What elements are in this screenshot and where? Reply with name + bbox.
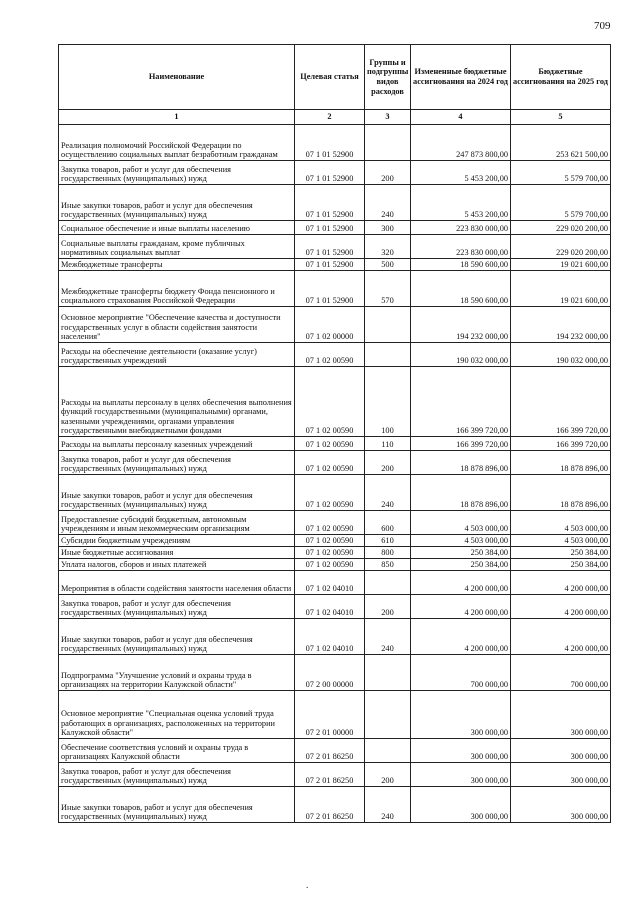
table-row bbox=[59, 271, 611, 307]
row-target-code: 07 2 00 00000 bbox=[295, 655, 365, 691]
row-name: Межбюджетные трансферты бюджету Фонда пенсионного и социального страхования Российской Федерации bbox=[59, 271, 295, 307]
table-row bbox=[59, 343, 611, 367]
table-body bbox=[59, 125, 611, 823]
row-amount-2024: 300 000,00 bbox=[411, 787, 511, 823]
row-target-code: 07 1 01 52900 bbox=[295, 125, 365, 161]
row-name: Расходы на выплаты персоналу в целях обеспечения выполнения функций государственными (муниципальными) органами, казенными учреждениями, органами управления государственными внебюджетными фондами bbox=[59, 367, 295, 437]
table-row bbox=[59, 787, 611, 823]
row-expense-group bbox=[365, 691, 411, 739]
row-expense-group: 200 bbox=[365, 763, 411, 787]
row-name: Иные закупки товаров, работ и услуг для обеспечения государственных (муниципальных) нужд bbox=[59, 787, 295, 823]
row-expense-group bbox=[365, 125, 411, 161]
budget-table bbox=[58, 44, 611, 823]
row-amount-2025: 19 021 600,00 bbox=[511, 271, 611, 307]
row-amount-2024: 166 399 720,00 bbox=[411, 437, 511, 451]
header-row bbox=[59, 45, 611, 110]
row-expense-group: 610 bbox=[365, 535, 411, 547]
table-row bbox=[59, 655, 611, 691]
row-name: Обеспечение соответствия условий и охраны труда в организациях Калужской области bbox=[59, 739, 295, 763]
row-amount-2024: 247 873 800,00 bbox=[411, 125, 511, 161]
row-name: Социальное обеспечение и иные выплаты населению bbox=[59, 221, 295, 235]
row-target-code: 07 1 02 00590 bbox=[295, 475, 365, 511]
table-row bbox=[59, 511, 611, 535]
table-row bbox=[59, 451, 611, 475]
row-amount-2025: 4 503 000,00 bbox=[511, 511, 611, 535]
header-amount-2024: Измененные бюджетные ассигнования на 2024 год bbox=[411, 45, 511, 110]
row-target-code: 07 1 02 00590 bbox=[295, 437, 365, 451]
row-name: Иные закупки товаров, работ и услуг для обеспечения государственных (муниципальных) нужд bbox=[59, 619, 295, 655]
row-name: Иные закупки товаров, работ и услуг для обеспечения государственных (муниципальных) нужд bbox=[59, 185, 295, 221]
row-amount-2025: 4 200 000,00 bbox=[511, 595, 611, 619]
row-expense-group bbox=[365, 739, 411, 763]
row-amount-2025: 300 000,00 bbox=[511, 763, 611, 787]
row-amount-2024: 300 000,00 bbox=[411, 691, 511, 739]
row-expense-group bbox=[365, 307, 411, 343]
row-name: Субсидии бюджетным учреждениям bbox=[59, 535, 295, 547]
row-name: Межбюджетные трансферты bbox=[59, 259, 295, 271]
table-row bbox=[59, 367, 611, 437]
row-name: Мероприятия в области содействия занятости населения области bbox=[59, 571, 295, 595]
stray-mark: . bbox=[306, 880, 309, 890]
row-amount-2025: 5 579 700,00 bbox=[511, 185, 611, 221]
row-expense-group: 200 bbox=[365, 595, 411, 619]
table-row bbox=[59, 571, 611, 595]
row-expense-group: 200 bbox=[365, 451, 411, 475]
row-name: Расходы на обеспечение деятельности (оказание услуг) государственных учреждений bbox=[59, 343, 295, 367]
row-name: Закупка товаров, работ и услуг для обеспечения государственных (муниципальных) нужд bbox=[59, 763, 295, 787]
row-amount-2024: 4 200 000,00 bbox=[411, 571, 511, 595]
header-group: Группы и подгруппы видов расходов bbox=[365, 45, 411, 110]
row-amount-2024: 166 399 720,00 bbox=[411, 367, 511, 437]
row-target-code: 07 1 01 52900 bbox=[295, 259, 365, 271]
row-expense-group: 300 bbox=[365, 221, 411, 235]
row-amount-2024: 250 384,00 bbox=[411, 559, 511, 571]
row-amount-2024: 300 000,00 bbox=[411, 739, 511, 763]
table-row bbox=[59, 235, 611, 259]
row-amount-2025: 300 000,00 bbox=[511, 787, 611, 823]
row-expense-group bbox=[365, 343, 411, 367]
column-number: 5 bbox=[511, 110, 611, 125]
row-amount-2024: 300 000,00 bbox=[411, 763, 511, 787]
row-amount-2025: 166 399 720,00 bbox=[511, 367, 611, 437]
row-target-code: 07 1 02 04010 bbox=[295, 595, 365, 619]
row-name: Закупка товаров, работ и услуг для обеспечения государственных (муниципальных) нужд bbox=[59, 595, 295, 619]
row-target-code: 07 2 01 86250 bbox=[295, 763, 365, 787]
row-amount-2024: 4 503 000,00 bbox=[411, 511, 511, 535]
column-number: 1 bbox=[59, 110, 295, 125]
header-amount-2025: Бюджетные ассигнования на 2025 год bbox=[511, 45, 611, 110]
row-amount-2024: 223 830 000,00 bbox=[411, 221, 511, 235]
row-target-code: 07 1 02 00590 bbox=[295, 343, 365, 367]
row-amount-2025: 18 878 896,00 bbox=[511, 451, 611, 475]
row-expense-group: 850 bbox=[365, 559, 411, 571]
column-number-row bbox=[59, 110, 611, 125]
row-target-code: 07 1 01 52900 bbox=[295, 221, 365, 235]
table-row bbox=[59, 535, 611, 547]
row-amount-2024: 4 200 000,00 bbox=[411, 619, 511, 655]
row-amount-2024: 5 453 200,00 bbox=[411, 185, 511, 221]
row-amount-2025: 4 200 000,00 bbox=[511, 571, 611, 595]
row-name: Закупка товаров, работ и услуг для обеспечения государственных (муниципальных) нужд bbox=[59, 161, 295, 185]
page-number: 709 bbox=[594, 20, 611, 32]
table-row bbox=[59, 161, 611, 185]
row-amount-2025: 190 032 000,00 bbox=[511, 343, 611, 367]
row-target-code: 07 1 02 00590 bbox=[295, 451, 365, 475]
row-amount-2025: 250 384,00 bbox=[511, 547, 611, 559]
table-row bbox=[59, 437, 611, 451]
row-target-code: 07 1 01 52900 bbox=[295, 271, 365, 307]
row-target-code: 07 2 01 00000 bbox=[295, 691, 365, 739]
table-row bbox=[59, 595, 611, 619]
row-expense-group: 800 bbox=[365, 547, 411, 559]
row-amount-2025: 250 384,00 bbox=[511, 559, 611, 571]
row-amount-2024: 18 590 600,00 bbox=[411, 259, 511, 271]
row-amount-2024: 4 200 000,00 bbox=[411, 595, 511, 619]
row-name: Закупка товаров, работ и услуг для обеспечения государственных (муниципальных) нужд bbox=[59, 451, 295, 475]
row-name: Реализация полномочий Российской Федерации по осуществлению социальных выплат безработным гражданам bbox=[59, 125, 295, 161]
row-target-code: 07 1 02 00590 bbox=[295, 511, 365, 535]
column-number: 4 bbox=[411, 110, 511, 125]
row-amount-2024: 18 878 896,00 bbox=[411, 451, 511, 475]
column-number: 3 bbox=[365, 110, 411, 125]
row-target-code: 07 1 02 00590 bbox=[295, 559, 365, 571]
row-amount-2024: 4 503 000,00 bbox=[411, 535, 511, 547]
row-expense-group: 320 bbox=[365, 235, 411, 259]
row-amount-2025: 19 021 600,00 bbox=[511, 259, 611, 271]
row-amount-2024: 194 232 000,00 bbox=[411, 307, 511, 343]
table-row bbox=[59, 125, 611, 161]
table-row bbox=[59, 475, 611, 511]
header-code: Целевая статья bbox=[295, 45, 365, 110]
row-name: Социальные выплаты гражданам, кроме публичных нормативных социальных выплат bbox=[59, 235, 295, 259]
row-amount-2025: 253 621 500,00 bbox=[511, 125, 611, 161]
row-name: Предоставление субсидий бюджетным, автономным учреждениям и иным некоммерческим организациям bbox=[59, 511, 295, 535]
table-row bbox=[59, 185, 611, 221]
row-amount-2025: 4 503 000,00 bbox=[511, 535, 611, 547]
row-amount-2025: 300 000,00 bbox=[511, 691, 611, 739]
row-amount-2025: 700 000,00 bbox=[511, 655, 611, 691]
row-amount-2024: 18 590 600,00 bbox=[411, 271, 511, 307]
row-expense-group: 240 bbox=[365, 619, 411, 655]
row-name: Основное мероприятие "Обеспечение качества и доступности государственных услуг в области содействия занятости населения" bbox=[59, 307, 295, 343]
row-amount-2024: 700 000,00 bbox=[411, 655, 511, 691]
row-expense-group: 200 bbox=[365, 161, 411, 185]
column-number: 2 bbox=[295, 110, 365, 125]
row-name: Расходы на выплаты персоналу казенных учреждений bbox=[59, 437, 295, 451]
table-row bbox=[59, 763, 611, 787]
table-row bbox=[59, 221, 611, 235]
row-expense-group: 600 bbox=[365, 511, 411, 535]
row-target-code: 07 1 02 00590 bbox=[295, 547, 365, 559]
table-row bbox=[59, 691, 611, 739]
row-expense-group: 240 bbox=[365, 475, 411, 511]
row-amount-2025: 166 399 720,00 bbox=[511, 437, 611, 451]
table-row bbox=[59, 739, 611, 763]
row-target-code: 07 1 02 04010 bbox=[295, 619, 365, 655]
row-expense-group: 240 bbox=[365, 787, 411, 823]
row-target-code: 07 1 01 52900 bbox=[295, 235, 365, 259]
table-row bbox=[59, 307, 611, 343]
row-target-code: 07 1 01 52900 bbox=[295, 161, 365, 185]
row-target-code: 07 1 02 00590 bbox=[295, 535, 365, 547]
row-name: Подпрограмма "Улучшение условий и охраны труда в организациях на территории Калужской области" bbox=[59, 655, 295, 691]
header-name: Наименование bbox=[59, 45, 295, 110]
row-amount-2024: 250 384,00 bbox=[411, 547, 511, 559]
row-target-code: 07 1 02 00000 bbox=[295, 307, 365, 343]
row-name: Основное мероприятие "Специальная оценка условий труда работающих в организациях, расположенных на территории Калужской области" bbox=[59, 691, 295, 739]
row-expense-group bbox=[365, 571, 411, 595]
row-amount-2025: 18 878 896,00 bbox=[511, 475, 611, 511]
row-target-code: 07 2 01 86250 bbox=[295, 739, 365, 763]
table-row bbox=[59, 619, 611, 655]
table-row bbox=[59, 547, 611, 559]
table-row bbox=[59, 559, 611, 571]
row-amount-2024: 223 830 000,00 bbox=[411, 235, 511, 259]
row-amount-2024: 190 032 000,00 bbox=[411, 343, 511, 367]
row-expense-group: 500 bbox=[365, 259, 411, 271]
row-expense-group: 100 bbox=[365, 367, 411, 437]
row-amount-2025: 194 232 000,00 bbox=[511, 307, 611, 343]
row-target-code: 07 1 01 52900 bbox=[295, 185, 365, 221]
row-expense-group: 110 bbox=[365, 437, 411, 451]
row-amount-2025: 5 579 700,00 bbox=[511, 161, 611, 185]
row-name: Иные бюджетные ассигнования bbox=[59, 547, 295, 559]
row-target-code: 07 2 01 86250 bbox=[295, 787, 365, 823]
row-name: Иные закупки товаров, работ и услуг для обеспечения государственных (муниципальных) нужд bbox=[59, 475, 295, 511]
row-amount-2025: 229 020 200,00 bbox=[511, 235, 611, 259]
row-expense-group bbox=[365, 655, 411, 691]
row-target-code: 07 1 02 04010 bbox=[295, 571, 365, 595]
row-amount-2024: 18 878 896,00 bbox=[411, 475, 511, 511]
row-expense-group: 570 bbox=[365, 271, 411, 307]
row-expense-group: 240 bbox=[365, 185, 411, 221]
row-target-code: 07 1 02 00590 bbox=[295, 367, 365, 437]
row-amount-2025: 4 200 000,00 bbox=[511, 619, 611, 655]
row-amount-2025: 300 000,00 bbox=[511, 739, 611, 763]
row-name: Уплата налогов, сборов и иных платежей bbox=[59, 559, 295, 571]
table-row bbox=[59, 259, 611, 271]
row-amount-2024: 5 453 200,00 bbox=[411, 161, 511, 185]
row-amount-2025: 229 020 200,00 bbox=[511, 221, 611, 235]
